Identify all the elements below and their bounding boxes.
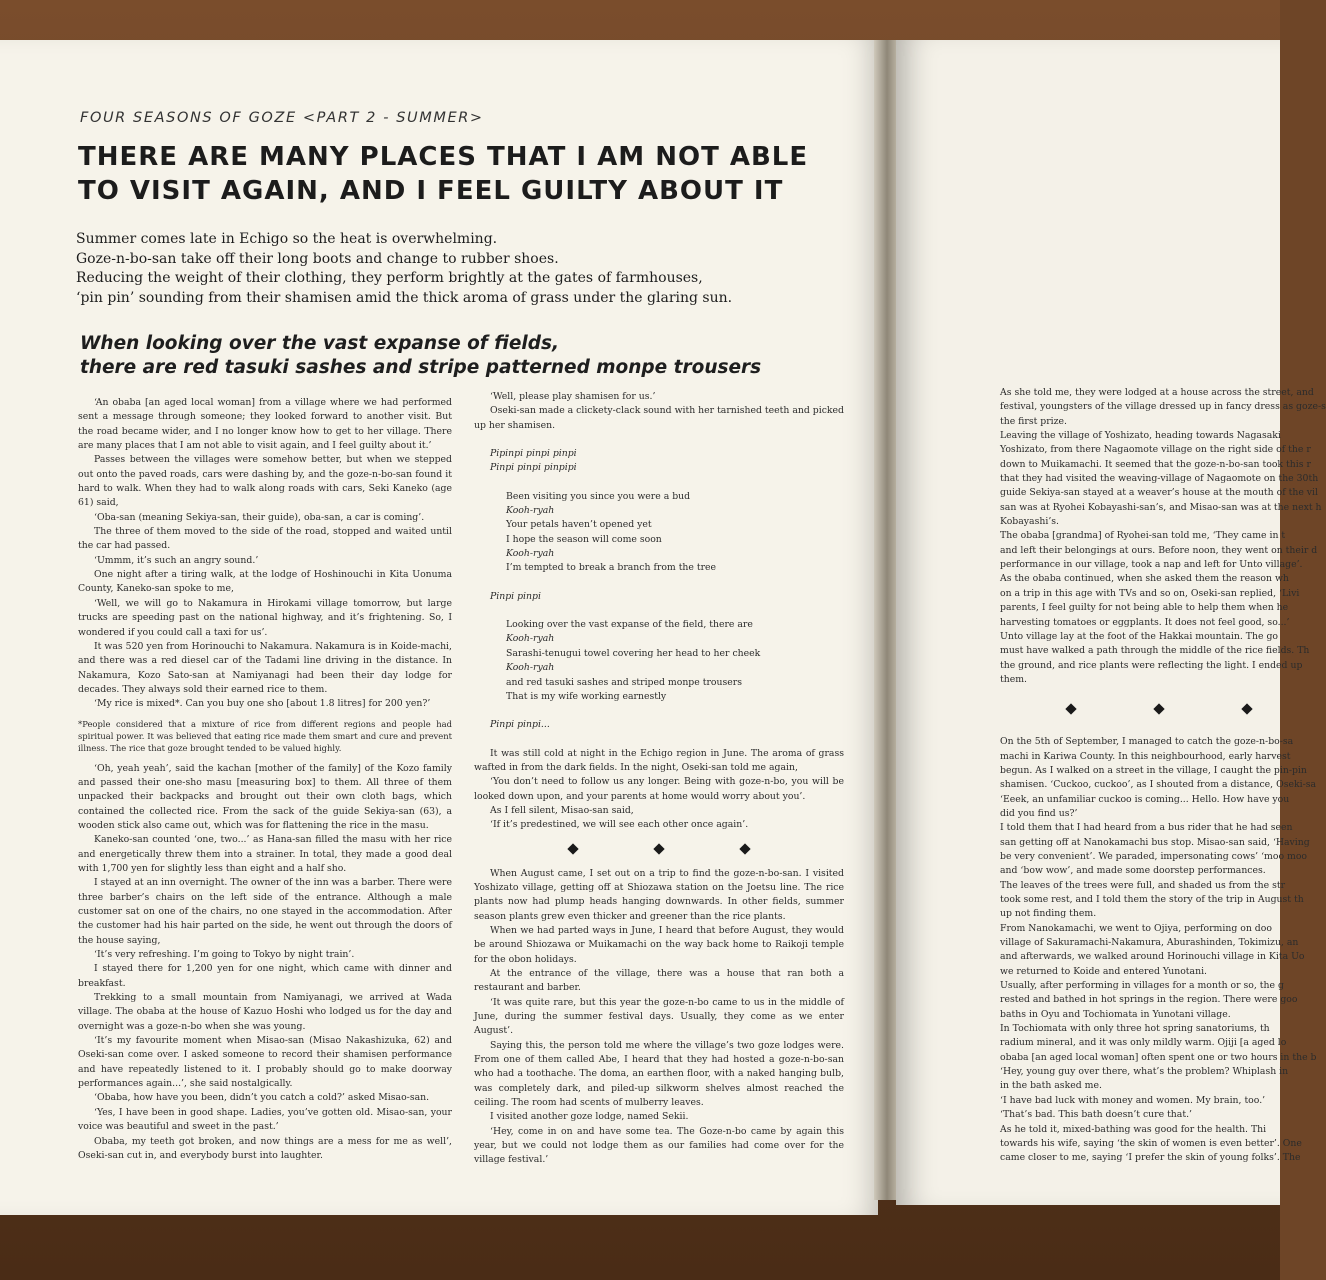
- body-line: san was at Ryohei Kobayashi-san’s, and Misao-san was at the next h: [1000, 501, 1322, 513]
- verse-line: Pinpi pinpi...: [490, 719, 550, 731]
- body-line: ‘That’s bad. This bath doesn’t cure that.’: [1000, 1109, 1192, 1121]
- body-line: down to Muikamachi. It seemed that the goze-n-bo-san took this r: [1000, 458, 1311, 470]
- body-line: ‘Hey, young guy over there, what’s the problem? Whiplash in: [1000, 1066, 1289, 1078]
- body-line: On the 5th of September, I managed to catch the goze-n-bo-sa: [1000, 736, 1294, 748]
- verse-line: I hope the season will come soon: [506, 533, 662, 545]
- section-divider: [1004, 705, 1314, 713]
- body-paragraph: ‘Well, we will go to Nakamura in Hirokami village tomorrow, but large trucks are speeding past on the national highway, and it’s frightening. So, I wondered if you could call a taxi for us’.: [78, 597, 452, 638]
- body-line: village of Sakuramachi-Nakamura, Aburashinden, Tokimizu, an: [1000, 937, 1299, 949]
- lede-line: Summer comes late in Echigo so the heat is overwhelming.: [76, 231, 498, 247]
- verse-line: Kooh-ryah: [506, 505, 555, 517]
- left-page: [0, 40, 878, 1215]
- body-line: As the obaba continued, when she asked them the reason wh: [1000, 573, 1289, 585]
- song-verse: [474, 447, 844, 476]
- diamond-ornament-icon: [653, 843, 664, 854]
- body-line: did you find us?’: [1000, 807, 1078, 819]
- section-divider: [474, 845, 844, 853]
- lede-line: Goze-n-bo-san take off their long boots and change to rubber shoes.: [76, 250, 559, 267]
- diamond-ornament-icon: [739, 843, 750, 854]
- body-line: festival, youngsters of the village dressed up in fancy dress as goze-s: [1000, 401, 1326, 413]
- body-line: towards his wife, saying ‘the skin of women is even better’. One: [1000, 1137, 1302, 1149]
- body-paragraph: One night after a tiring walk, at the lodge of Hoshinouchi in Kita Uonuma County, Kaneko-san spoke to me,: [78, 569, 452, 595]
- body-line: I told them that I had heard from a bus rider that he had seen: [1000, 822, 1293, 834]
- body-paragraph: ‘It’s very refreshing. I’m going to Tokyo by night train’.: [94, 949, 355, 961]
- body-line: performance in our village, took a nap and left for Unto village’.: [1000, 559, 1303, 571]
- body-line: ‘Eeek, an unfamiliar cuckoo is coming... Hello. How have you: [1000, 793, 1290, 805]
- subhead-line: When looking over the vast expanse of fields,: [80, 333, 560, 354]
- body-paragraph: ‘It was quite rare, but this year the goze-n-bo came to us in the middle of June, during the summer festival days. Usually, they come as we enter August’.: [474, 996, 844, 1037]
- body-line: on a trip in this age with TVs and so on, Oseki-san replied, ‘Livi: [1000, 587, 1300, 599]
- body-line: and left their belongings at ours. Before noon, they went on their d: [1000, 544, 1318, 556]
- body-paragraph: I stayed there for 1,200 yen for one night, which came with dinner and breakfast.: [78, 963, 452, 989]
- body-line: obaba [an aged local woman] often spent one or two hours in the b: [1000, 1051, 1317, 1063]
- body-column-3: [984, 386, 1326, 1166]
- body-paragraph: ‘Well, please play shamisen for us.’: [490, 391, 656, 402]
- body-paragraph: ‘Obaba, how have you been, didn’t you catch a cold?’ asked Misao-san.: [94, 1092, 430, 1104]
- body-line: ‘I have bad luck with money and women. My brain, too.’: [1000, 1094, 1266, 1106]
- lede-line: Reducing the weight of their clothing, they perform brightly at the gates of farmhouses,: [76, 270, 703, 286]
- series-kicker: FOUR SEASONS OF GOZE <PART 2 - SUMMER>: [80, 110, 484, 126]
- verse-line: Pipinpi pinpi pinpi: [490, 448, 577, 460]
- body-line: radium mineral, and it was only mildly warm. Ojiji [a aged lo: [1000, 1037, 1287, 1049]
- song-verse: [474, 490, 844, 576]
- body-line: came closer to me, saying ‘I prefer the skin of young folks’. The: [1000, 1152, 1301, 1164]
- body-paragraph: ‘If it’s predestined, we will see each other once again’.: [490, 819, 749, 831]
- verse-line: and red tasuki sashes and striped monpe trousers: [506, 676, 742, 688]
- body-line: took some rest, and I told them the story of the trip in August th: [1000, 894, 1304, 905]
- subhead-line: there are red tasuki sashes and stripe patterned monpe trousers: [80, 357, 762, 378]
- body-paragraph: When August came, I set out on a trip to find the goze-n-bo-san. I visited Yoshizato village, getting off at Shiozawa station on the Joetsu line. The rice plants now had plump heads hanging downwards. In other fields, summer season plants grew even thicker and greener than the rice plants.: [474, 867, 844, 922]
- body-line: be very convenient’. We paraded, impersonating cows’ ‘moo moo: [1000, 850, 1308, 862]
- body-line: In Tochiomata with only three hot spring sanatoriums, th: [1000, 1023, 1270, 1035]
- body-line: up not finding them.: [1000, 908, 1097, 920]
- body-paragraph: It was 520 yen from Horinouchi to Nakamura. Nakamura is in Koide-machi, and there was a red diesel car of the Tadami line driving in the distance. In Nakamura, Kozo Sato-san at Namiyanagi had been their day lodge for decades. They always sold their earned rice to them.: [78, 640, 452, 695]
- body-line: in the bath asked me.: [1000, 1080, 1102, 1092]
- body-line: san getting off at Nanokamachi bus stop. Misao-san said, ‘Having: [1000, 836, 1310, 848]
- verse-line: I’m tempted to break a branch from the tree: [506, 562, 717, 574]
- body-line: As she told me, they were lodged at a house across the street, and: [1000, 387, 1314, 398]
- body-line: Leaving the village of Yoshizato, heading towards Nagasaki: [1000, 430, 1281, 442]
- body-paragraph: I visited another goze lodge, named Sekii.: [490, 1111, 689, 1123]
- verse-line: Been visiting you since you were a bud: [506, 490, 691, 502]
- body-line: parents, I feel guilty for not being able to help them when he: [1000, 602, 1289, 614]
- body-paragraph: ‘Oh, yeah yeah’, said the kachan [mother of the family] of the Kozo family and passed their one-sho masu [measuring box] to them. All three of them unpacked their backpacks and brought out their own cloth bags, which contained the collected rice. From the sack of the guide Sekiya-san (63), a wooden stick also came out, which was for flattening the rice in the masu.: [78, 762, 452, 831]
- body-line: baths in Oyu and Tochiomata in Yunotani village.: [1000, 1008, 1231, 1020]
- verse-line: Sarashi-tenugui towel covering her head to her cheek: [506, 647, 761, 659]
- verse-line: Kooh-ryah: [506, 633, 555, 645]
- body-line: The leaves of the trees were full, and shaded us from the str: [1000, 879, 1286, 891]
- body-line: guide Sekiya-san stayed at a weaver’s house at the mouth of the vil: [1000, 487, 1318, 499]
- body-line: rested and bathed in hot springs in the region. There were goo: [1000, 994, 1298, 1006]
- diamond-ornament-icon: [1065, 704, 1076, 715]
- body-paragraph: ‘Yes, I have been in good shape. Ladies, you’ve gotten old. Misao-san, your voice was beautiful and sweet in the past.’: [78, 1106, 452, 1133]
- body-line: shamisen. ‘Cuckoo, cuckoo’, as I shouted from a distance, Oseki-sa: [1000, 779, 1317, 791]
- body-paragraph: It was still cold at night in the Echigo region in June. The aroma of grass wafted in from the dark fields. In the night, Oseki-san told me again,: [474, 747, 844, 773]
- body-paragraph: ‘An obaba [an aged local woman] from a village where we had performed sent a message through someone; they looked forward to another visit. But the road became wider, and I no longer know how to get to her village. There are many places that I am not able to visit again, and I feel guilty about it.’: [78, 397, 452, 452]
- body-line: The obaba [grandma] of Ryohei-san told me, ‘They came in t: [1000, 530, 1286, 542]
- body-column-2: [474, 390, 844, 1168]
- body-line: the ground, and rice plants were reflecting the light. I ended up: [1000, 659, 1303, 671]
- body-line: the first prize.: [1000, 415, 1068, 427]
- lede-line: ‘pin pin’ sounding from their shamisen amid the thick aroma of grass under the glaring sun.: [76, 289, 733, 306]
- diamond-ornament-icon: [1241, 704, 1252, 715]
- body-line: we returned to Koide and entered Yunotani.: [1000, 965, 1208, 977]
- lede-paragraph: [76, 230, 856, 308]
- diamond-ornament-icon: [567, 843, 578, 854]
- body-line: machi in Kariwa County. In this neighbourhood, early harvest: [1000, 750, 1291, 762]
- body-paragraph: The three of them moved to the side of the road, stopped and waited until the car had passed.: [78, 526, 452, 552]
- body-paragraph: When we had parted ways in June, I heard that before August, they would be around Shiozawa or Muikamachi on the way back home to Raikoji temple for the obon holidays.: [474, 924, 844, 965]
- diamond-ornament-icon: [1153, 704, 1164, 715]
- body-paragraph: Kaneko-san counted ‘one, two...’ as Hana-san filled the masu with her rice and energetically threw them into a strainer. In total, they made a good deal with 1,700 yen for slightly less than eight and a half sho.: [78, 834, 452, 874]
- right-page: [896, 40, 1326, 1205]
- body-paragraph: Obaba, my teeth got broken, and now things are a mess for me as well’, Oseki-san cut in, and everybody burst into laughter.: [78, 1135, 452, 1161]
- body-column-1: [78, 396, 452, 1163]
- body-paragraph: Oseki-san made a clickety-clack sound with her tarnished teeth and picked up her shamisen.: [474, 405, 844, 431]
- body-paragraph: Trekking to a small mountain from Namiyanagi, we arrived at Wada village. The obaba at the house of Kazuo Hoshi who lodged us for the day and overnight was a goze-n-bo when she was young.: [78, 992, 452, 1032]
- body-line: begun. As I walked on a street in the village, I caught the pin-pin: [1000, 764, 1307, 776]
- body-paragraph: At the entrance of the village, there was a house that ran both a restaurant and barber.: [474, 968, 844, 994]
- body-line: As he told it, mixed-bathing was good for the health. Thi: [1000, 1123, 1267, 1135]
- footnote: *People considered that a mixture of rice from different regions and people had spiritual power. It was believed that eating rice made them smart and cure and prevent illness. The rice that goze brought tended to be valued highly.: [78, 718, 452, 753]
- body-paragraph: ‘Oba-san (meaning Sekiya-san, their guide), oba-san, a car is coming’.: [94, 511, 425, 523]
- body-paragraph: ‘Ummm, it’s such an angry sound.’: [94, 554, 259, 566]
- body-paragraph: ‘Hey, come in on and have some tea. The Goze-n-bo came by again this year, but we could not lodge them as our families had come over for the village festival.’: [474, 1125, 844, 1166]
- body-paragraph: Saying this, the person told me where the village’s two goze lodges were. From one of them called Abe, I heard that they had hosted a goze-n-bo-san who had a toothache. The doma, an earthen floor, with a naked hanging bulb, was completely dark, and piled-up silkworm shelves almost reached the ceiling. The room had scents of mulberry leaves.: [474, 1039, 844, 1109]
- verse-line: That is my wife working earnestly: [506, 690, 667, 702]
- body-line: and afterwards, we walked around Horinouchi village in Kita Uo: [1000, 951, 1305, 963]
- section-subhead: [80, 332, 800, 380]
- body-paragraph: Passes between the villages were somehow better, but when we stepped out onto the paved roads, cars were dashing by, and the goze-n-bo-san found it hard to walk. When they had to walk along roads with cars, Seki Kaneko (age 61) said,: [78, 454, 452, 509]
- body-line: Yoshizato, from there Nagaomote village on the right side of the r: [1000, 444, 1311, 456]
- body-line: and ‘bow wow’, and made some doorstep performances.: [1000, 865, 1266, 877]
- song-verse: [474, 590, 844, 604]
- body-line: Usually, after performing in villages for a month or so, the g: [1000, 980, 1284, 992]
- verse-line: Looking over the vast expanse of the field, there are: [506, 619, 753, 631]
- body-paragraph: I stayed at an inn overnight. The owner of the inn was a barber. There were three barber’s chairs on the left side of the entrance. Although a male customer sat on one of the chairs, no one stayed in the accommodation. After the customer had his hair parted on the side, he went out through the doors of the house saying,: [78, 877, 452, 946]
- body-line: Unto village lay at the foot of the Hakkai mountain. The go: [1000, 630, 1278, 642]
- body-line: must have walked a path through the middle of the rice fields. Th: [1000, 645, 1310, 657]
- verse-line: Kooh-ryah: [506, 662, 555, 674]
- body-line: them.: [1000, 673, 1027, 685]
- body-line: From Nanokamachi, we went to Ojiya, performing on doo: [1000, 922, 1272, 934]
- verse-line: Pinpi pinpi pinpipi: [490, 462, 577, 474]
- verse-line: Your petals haven’t opened yet: [506, 519, 652, 531]
- body-line: Kobayashi’s.: [1000, 516, 1059, 528]
- body-paragraph: ‘You don’t need to follow us any longer. Being with goze-n-bo, you will be looked down upon, and your parents at home would worry about you’.: [474, 776, 844, 802]
- song-verse: [474, 718, 844, 732]
- body-line: harvesting tomatoes or eggplants. It does not feel good, so...’: [1000, 616, 1290, 628]
- article-headline: THERE ARE MANY PLACES THAT I AM NOT ABLE TO VISIT AGAIN, AND I FEEL GUILTY ABOUT IT: [78, 142, 809, 206]
- body-line: that they had visited the weaving-village of Nagaomote on the 30th: [1000, 473, 1319, 485]
- verse-line: Pinpi pinpi: [490, 590, 541, 602]
- verse-line: Kooh-ryah: [506, 548, 555, 560]
- body-paragraph: As I fell silent, Misao-san said,: [490, 804, 634, 816]
- body-paragraph: ‘It’s my favourite moment when Misao-san (Misao Nakashizuka, 62) and Oseki-san come over. I asked someone to record their shamisen performance and have repeatedly listened to it. I probably should go to make doorway performances again...’, she said nostalgically.: [78, 1035, 452, 1090]
- body-paragraph: ‘My rice is mixed*. Can you buy one sho [about 1.8 litres] for 200 yen?’: [94, 698, 431, 710]
- song-verse: [474, 618, 844, 704]
